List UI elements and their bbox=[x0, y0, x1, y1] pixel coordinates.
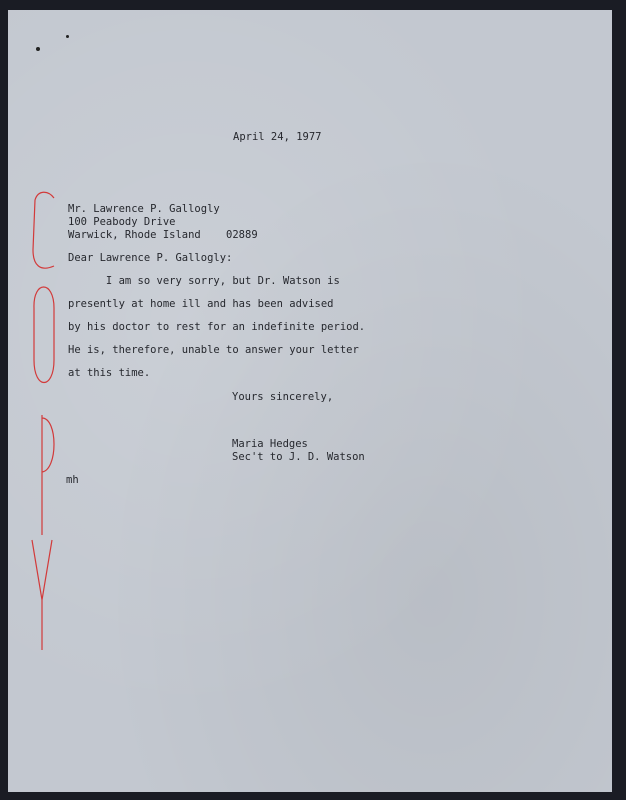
recipient-street: 100 Peabody Drive bbox=[68, 216, 176, 228]
copy-stamp bbox=[28, 190, 58, 652]
signer-title: Sec't to J. D. Watson bbox=[232, 451, 365, 463]
stamp-letter-c bbox=[33, 192, 54, 268]
body-line: by his doctor to rest for an indefinite period. bbox=[68, 321, 366, 333]
typist-initials: mh bbox=[66, 474, 79, 486]
stamp-letter-o bbox=[34, 287, 54, 383]
recipient-name: Mr. Lawrence P. Gallogly bbox=[68, 203, 220, 215]
signer-name: Maria Hedges bbox=[232, 438, 308, 450]
salutation: Dear Lawrence P. Gallogly: bbox=[68, 252, 233, 264]
bleed-through-shadow bbox=[508, 145, 521, 188]
body-line: He is, therefore, unable to answer your letter bbox=[68, 344, 359, 356]
closing: Yours sincerely, bbox=[232, 391, 334, 403]
body-line: I am so very sorry, but Dr. Watson is bbox=[68, 275, 340, 287]
stamp-letter-p bbox=[42, 415, 54, 535]
recipient-city: Warwick, Rhode Island 02889 bbox=[68, 229, 258, 241]
punch-mark bbox=[36, 47, 40, 51]
bleed-through-shadow bbox=[453, 200, 465, 242]
letter-date: April 24, 1977 bbox=[233, 131, 322, 143]
body-line: at this time. bbox=[68, 367, 151, 379]
body-line: presently at home ill and has been advised bbox=[68, 298, 334, 310]
stamp-letter-y bbox=[32, 540, 52, 650]
punch-mark bbox=[66, 35, 69, 38]
letter-page bbox=[8, 10, 612, 792]
